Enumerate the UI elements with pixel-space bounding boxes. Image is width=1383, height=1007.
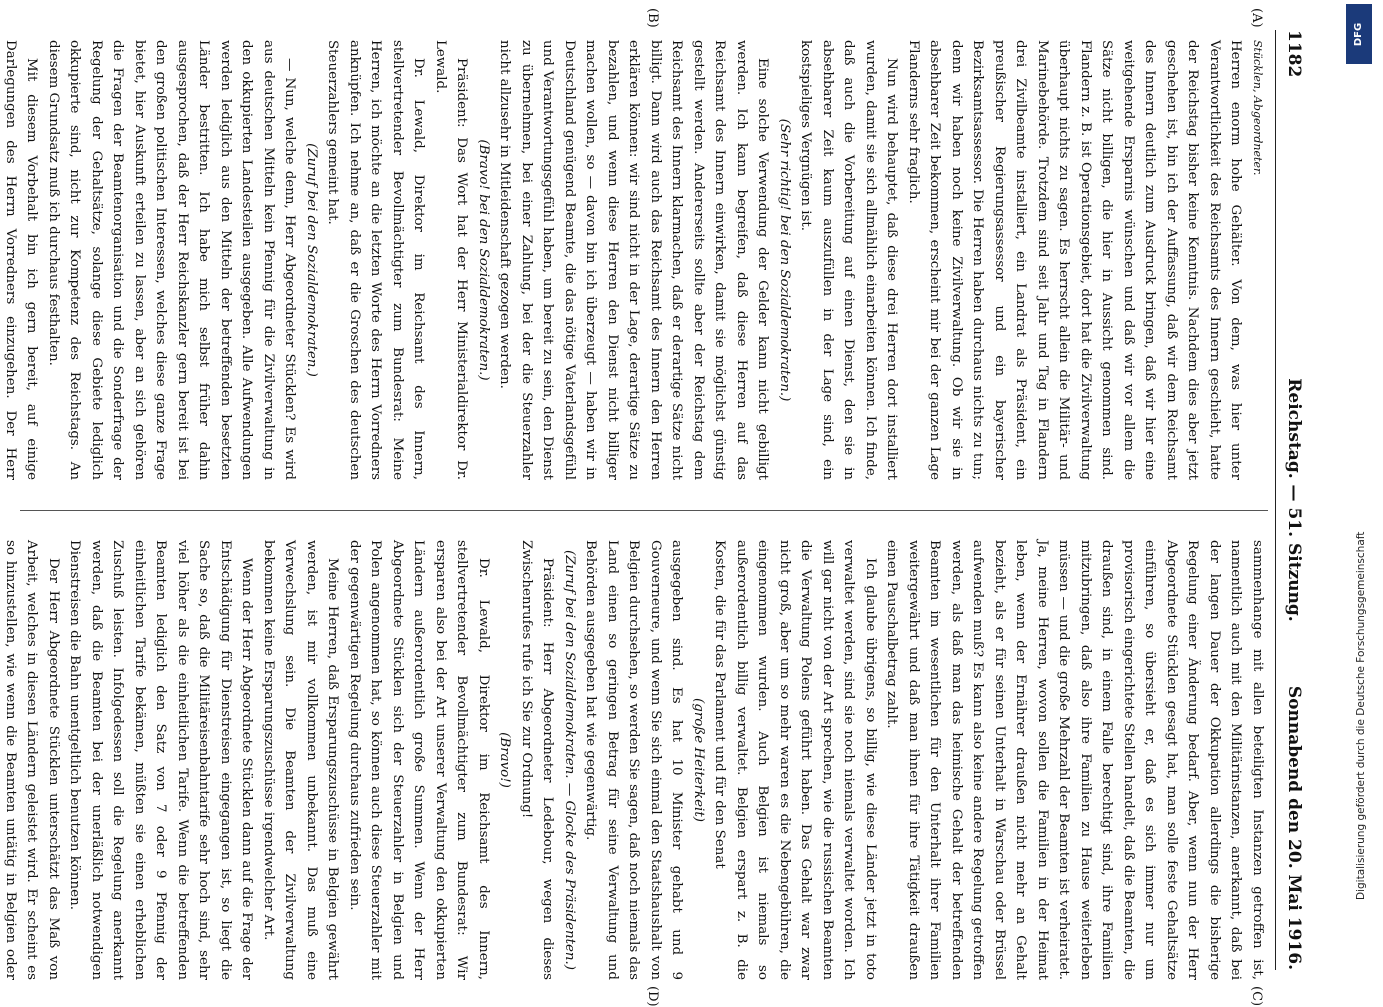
funding-credit: Digitalisierung gefördert durch die Deutsche Forschungsgemeinschaft <box>1354 531 1367 900</box>
logo-text: DFG <box>1353 22 1365 46</box>
margin-letter-d: (D) <box>645 986 660 1007</box>
paragraph: Dr. Lewald, Direktor im Reichsamt des Innern, stellvertretender Bevollmächtigter zum Bundesrat: Meine Herren, ich möchte an die letzten Worte des Herrn Vorredners anknüpfen. Ich nehme an, daß er die Groschen des deutschen Steuerzahlers gemeint hat. <box>325 40 427 480</box>
paragraph: Ich glaube übrigens, so billig, wie diese Länder jetzt in toto verwaltet werden, sind sie noch niemals verwaltet worden. Ich will gar nicht von der Art sprechen, wie die russischen Beamten die Verwaltung Polens geführt haben. Das Gehalt war zwar nicht groß, aber um so mehr waren es die Nebengebühren, die eingenommen wurden. Auch Belgien ist niemals so außerordentlich billig verwaltet. Belgien erspart z. B. die Kosten, die für das Parlament und für den Senat <box>712 540 878 980</box>
paragraph: Meine Herren, daß Ersparungszuschüsse in Belgien gewährt werden, ist mir vollkommen unbekannt. Das muß eine Verwechslung sein. Die Beamten der Zivilverwaltung bekommen keine Ersparungszuschüsse irgendwelcher Art. <box>261 540 341 980</box>
page-header <box>1275 30 1312 970</box>
interjection: (Sehr richtig! bei den Sozialdemokraten.) <box>777 118 792 402</box>
paragraph: Herren enorm hohe Gehälter. Von dem, was hier unter Verantwortlichkeit des Reichsamts des Innern geschieht, hatte der Reichstag bisher keine Kenntnis. Nachdem dies aber jetzt geschehen ist, bin ich der Auffassung, daß wir dem Reichsamt des Innern deutlich zum Ausdruck bringen, daß wir hier eine weitgehende Ersparnis wünschen und daß wir vor allem die Sätze nicht billigen, die hier in Aussicht genommen sind. Flandern z. B. ist Operationsgebiet, dort hat die Zivilverwaltung überhaupt nichts zu sagen. Es herrscht allein die Militär- und Marinebehörde. Trotzdem sind seit Jahr und Tag in Flandern drei Zivilbeamte installiert, ein Landrat als Präsident, ein preußischer Regierungsassessor und ein bayerischer Bezirksamtsassessor. Die Herren haben durchaus nichts zu tun; denn wir haben noch keine Zivilverwaltung. Ob wir sie in absehbarer Zeit bekommen, erscheint mir bei der ganzen Lage Flanderns sehr fraglich. <box>906 40 1244 480</box>
margin-letter-b: (B) <box>645 8 660 28</box>
paragraph: ausgegeben sind. Es hat 10 Minister gehabt und 9 Gouverneure, und wenn Sie sich einmal den Staatshaushalt von Belgien durchsehen, so werden Sie sagen, daß noch niemals das Land einen so geringen Betrag für seine Verwaltung und Behörden ausgegeben hat wie gegenwärtig. <box>583 540 685 980</box>
column-divider <box>20 510 1268 511</box>
paragraph: Der Herr Abgeordnete Stücklen unterschätzt das Maß von Arbeit, welches in diesen Ländern geleistet wird. Er scheint es so hinzustellen, wie wenn die Beamten untätig in Belgien oder <box>3 540 61 980</box>
paragraph: sammenhange mit allen beteiligten Instanzen getroffen ist, namentlich auch mit den Militärinstanzen, anerkannt, daß bei der langen Dauer der Okkupation allerdings die bisherige Regelung einer Änderung bedarf. Aber, wenn nun der Herr Abgeordnete Stücklen gesagt hat, man solle feste Gehaltsätze einführen, so übersieht er, daß es sich immer nur um provisorisch eingerichtete Stellen handelt, daß die Beamten, die draußen sind, in einem Falle berechtigt sind, ihre Familien mitzubringen, daß also ihre Familien zu Hause weiterleben müssen — und die große Mehrzahl der Beamten ist verheiratet. Ja, meine Herren, wovon sollen die Familien in der Heimat leben, wenn der Ernährer draußen nicht mehr an Gehalt bezieht, als er für seinen Unterhalt in Warschau oder Brüssel aufwenden muß? Es kann also keine andere Regelung getroffen werden, als daß man das heimische Gehalt der betreffenden Beamten im wesentlichen für den Unterhalt ihrer Familien weitergewährt und daß man ihnen für ihre Tätigkeit draußen einen Pauschalbetrag zahlt. <box>884 540 1265 980</box>
interjection: (Bravo! bei den Sozialdemokraten.) <box>476 139 491 381</box>
header-session-title: Reichstag. — 51. Sitzung. <box>1284 378 1304 622</box>
page-number: 1182 <box>1284 30 1304 78</box>
interjection: (Zuruf bei den Sozialdemokraten.) <box>304 143 319 377</box>
paragraph: Dr. Lewald, Direktor im Reichsamt des Innern, stellvertretender Bevollmächtigter zum Bundesrat: Wir ersparen also bei der Art unserer Verwaltung den okkupierten Ländern außerordentlich große Summen. Wenn der Herr Abgeordnete Stücklen sich der Steuerzahler in Belgien und Polen angenommen hat, so können auch diese Steuerzahler mit der gegenwärtigen Regelung durchaus zufrieden sein. <box>347 540 491 980</box>
president-statement: Präsident: Herr Abgeordneter Ledebour, wegen dieses Zwischenrufes rufe ich Sie zur Ordnung! <box>519 540 556 980</box>
paragraph: Mit diesem Vorbehalt bin ich gern bereit, auf einige Darlegungen des Herrn Vorredners einzugehen. Der Herr <box>3 40 40 480</box>
paragraph: Eine solche Verwendung der Gelder kann nicht gebilligt werden. Ich kann begreifen, daß diese Herren auf das Reichsamt des Innern einwirken, damit sie möglichst günstig gestellt werden. Andererseits sollte aber der Reichstag dem Reichsamt des Innern klarmachen, daß er derartige Sätze nicht billigt. Dann wird auch das Reichsamt des Innern den Herren erklären können: wir sind nicht in der Lage, derartige Sätze zu bezahlen, und wenn diese Herren den Dienst nicht billiger machen wollen, so — davon bin ich überzeugt — haben wir in Deutschland genügend Beamte, die das nötige Vaterlandsgefühl und Verantwortungsgefühl haben, um bereit zu sein, den Dienst zu übernehmen, bei einer Zahlung, bei der die Steuerzahler nicht allzusehr in Mitleidenschaft gezogen werden. <box>497 40 771 480</box>
margin-letter-a: (A) <box>1249 8 1264 28</box>
paragraph: Nun wird behauptet, daß diese drei Herren dort installiert wurden, damit sie sich allmählich einarbeiten können. Ich finde, daß auch die Vorbereitung auf einen Dienst, den sie in absehbarer Zeit kaum auszufüllen in der Lage sind, ein kostspieliges Vergnügen ist. <box>798 40 900 480</box>
margin-letter-c: (C) <box>1249 986 1264 1007</box>
paragraph: — Nun, welche denn, Herr Abgeordneter Stücklen? Es wird aus deutschen Mitteln kein Pfennig für die Zivilverwaltung in den okkupierten Landesteilen ausgegeben. Alle Aufwendungen werden lediglich aus den Mitteln der betreffenden besetzten Länder bestritten. Ich habe mich selbst früher dahin ausgesprochen, daß der Herr Reichskanzler gern bereit ist bei den großen politischen Interessen, welches diese ganze Frage bietet, hier Auskunft erteilen zu lassen, aber an sich gehören die Fragen der Beamtenorganisation und die Sonderfrage der Regelung der Gehaltsätze, solange diese Gebiete lediglich okkupierte sind, nicht zur Kompetenz des Reichstags. An diesem Grundsatz muß ich durchaus festhalten. <box>46 40 298 480</box>
interjection: (Bravo!) <box>497 732 513 788</box>
president-statement: Präsident: Das Wort hat der Herr Ministerialdirektor Dr. Lewald. <box>433 40 470 480</box>
dfg-logo <box>1346 4 1372 64</box>
paragraph: Wenn der Herr Abgeordnete Stücklen dann auf die Frage der Entschädigung für Dienstreisen eingegangen ist, so liegt die Sache so, daß die Militäreisenbahntarife sehr hoch sind, sehr viel höher als die einheitlichen Tarife. Wenn die betreffenden Beamten lediglich den Satz von 7 oder 9 Pfennig der einheitlichen Tarife bekämen, müßten sie einen erheblichen Zuschuß leisten. Infolgedessen soll die Regelung anerkannt werden, daß die Beamten bei der unerläßlich notwendigen Dienstreisen die Bahn unentgeltlich benutzen können. <box>67 540 255 980</box>
speaker-line: Stücklen, Abgeordneter. <box>1251 40 1264 176</box>
right-column <box>3 540 1268 980</box>
left-column <box>3 40 1268 480</box>
digitization-sidebar <box>1338 0 1383 1000</box>
interjection: (große Heiterkeit) <box>691 698 706 822</box>
interjection: (Zuruf bei den Sozialdemokraten. — Glocke des Präsidenten.) <box>562 549 577 971</box>
header-date: Sonnabend den 20. Mai 1916. <box>1284 685 1304 970</box>
